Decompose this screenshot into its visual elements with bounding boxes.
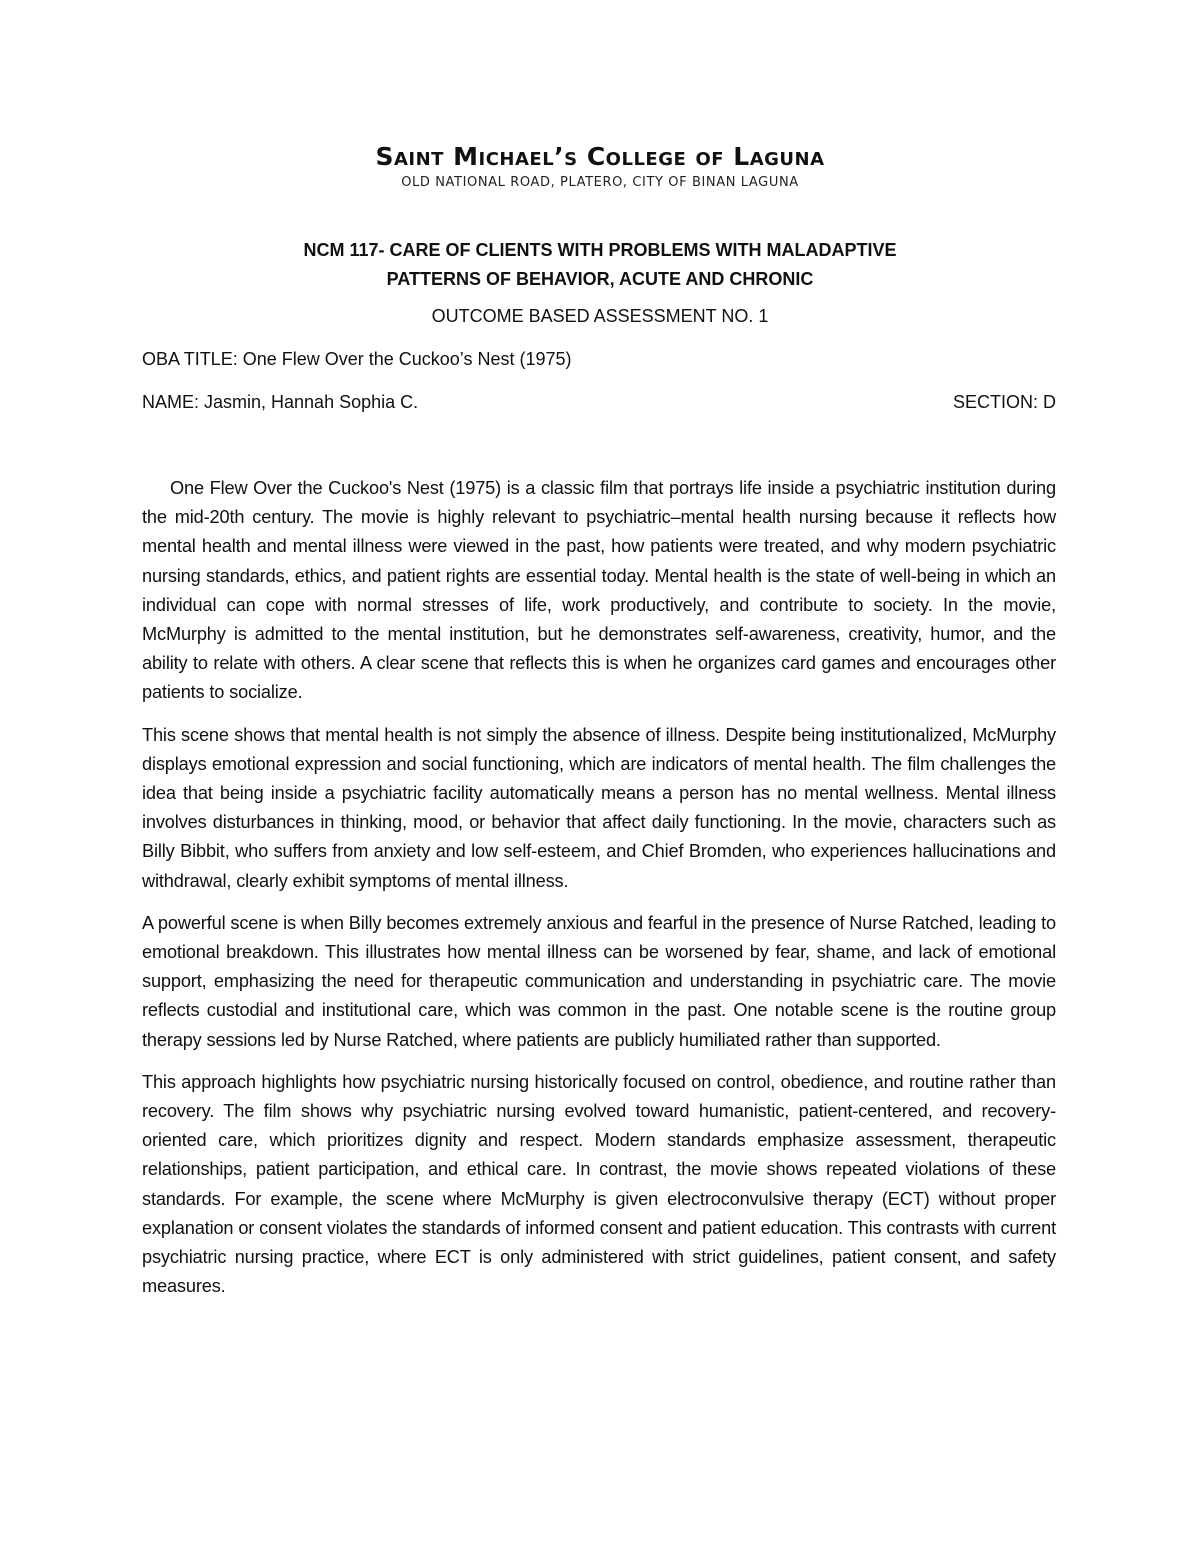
section-label: SECTION: D <box>952 392 1056 412</box>
college-address: OLD NATIONAL ROAD, PLATERO, CITY OF BINAN LAGUNA <box>401 175 799 190</box>
student-name: NAME: Jasmin, Hannah Sophia C. <box>142 392 419 412</box>
college-name: Saint Michael’s College of Laguna <box>375 142 825 171</box>
name-section-line <box>142 392 1056 413</box>
course-title-line-1: NCM 117- CARE OF CLIENTS WITH PROBLEMS WITH MALADAPTIVE <box>303 240 897 260</box>
assessment-title: OBA TITLE: One Flew Over the Cuckoo’s Nest (1975) <box>142 349 572 369</box>
essay-body <box>142 474 1056 1314</box>
assessment-number: OUTCOME BASED ASSESSMENT NO. 1 <box>431 306 769 326</box>
course-title <box>0 236 1200 294</box>
paragraph-4: This approach highlights how psychiatric nursing historically focused on control, obedience, and routine rather than recovery. The film shows why psychiatric nursing evolved toward humanistic, patient-centered, and recovery-oriented care, which prioritizes dignity and respect. Modern standards emphasize assessment, therapeutic relationships, patient participation, and ethical care. In contrast, the movie shows repeated violations of these standards. For example, the scene where McMurphy is given electroconvulsive therapy (ECT) without proper explanation or consent violates the standards of informed consent and patient education. This contrasts with current psychiatric nursing practice, where ECT is only administered with strict guidelines, patient consent, and safety measures. <box>142 1071 1056 1297</box>
paragraph-2: This scene shows that mental health is not simply the absence of illness. Despite being institutionalized, McMurphy displays emotional expression and social functioning, which are indicators of mental health. The film challenges the idea that being inside a psychiatric facility automatically means a person has no mental wellness. Mental illness involves disturbances in thinking, mood, or behavior that affect daily functioning. In the movie, characters such as Billy Bibbit, who suffers from anxiety and low self-esteem, and Chief Bromden, who experiences hallucinations and withdrawal, clearly exhibit symptoms of mental illness. <box>142 724 1056 891</box>
course-title-line-2: PATTERNS OF BEHAVIOR, ACUTE AND CHRONIC <box>386 269 814 289</box>
paragraph-3: A powerful scene is when Billy becomes extremely anxious and fearful in the presence of Nurse Ratched, leading to emotional breakdown. This illustrates how mental illness can be worsened by fear, shame, and lack of emotional support, emphasizing the need for therapeutic communication and understanding in psychiatric care. The movie reflects custodial and institutional care, which was common in the past. One notable scene is the routine group therapy sessions led by Nurse Ratched, where patients are publicly humiliated rather than supported. <box>142 912 1056 1050</box>
paragraph-1: One Flew Over the Cuckoo's Nest (1975) is a classic film that portrays life inside a psychiatric institution during the mid-20th century. The movie is highly relevant to psychiatric–mental health nursing because it reflects how mental health and mental illness were viewed in the past, how patients were treated, and why modern psychiatric nursing standards, ethics, and patient rights are essential today. Mental health is the state of well-being in which an individual can cope with normal stresses of life, work productively, and contribute to society. In the movie, McMurphy is admitted to the mental institution, but he demonstrates self-awareness, creativity, humor, and the ability to relate with others. A clear scene that reflects this is when he organizes card games and encourages other patients to socialize. <box>142 478 1056 703</box>
